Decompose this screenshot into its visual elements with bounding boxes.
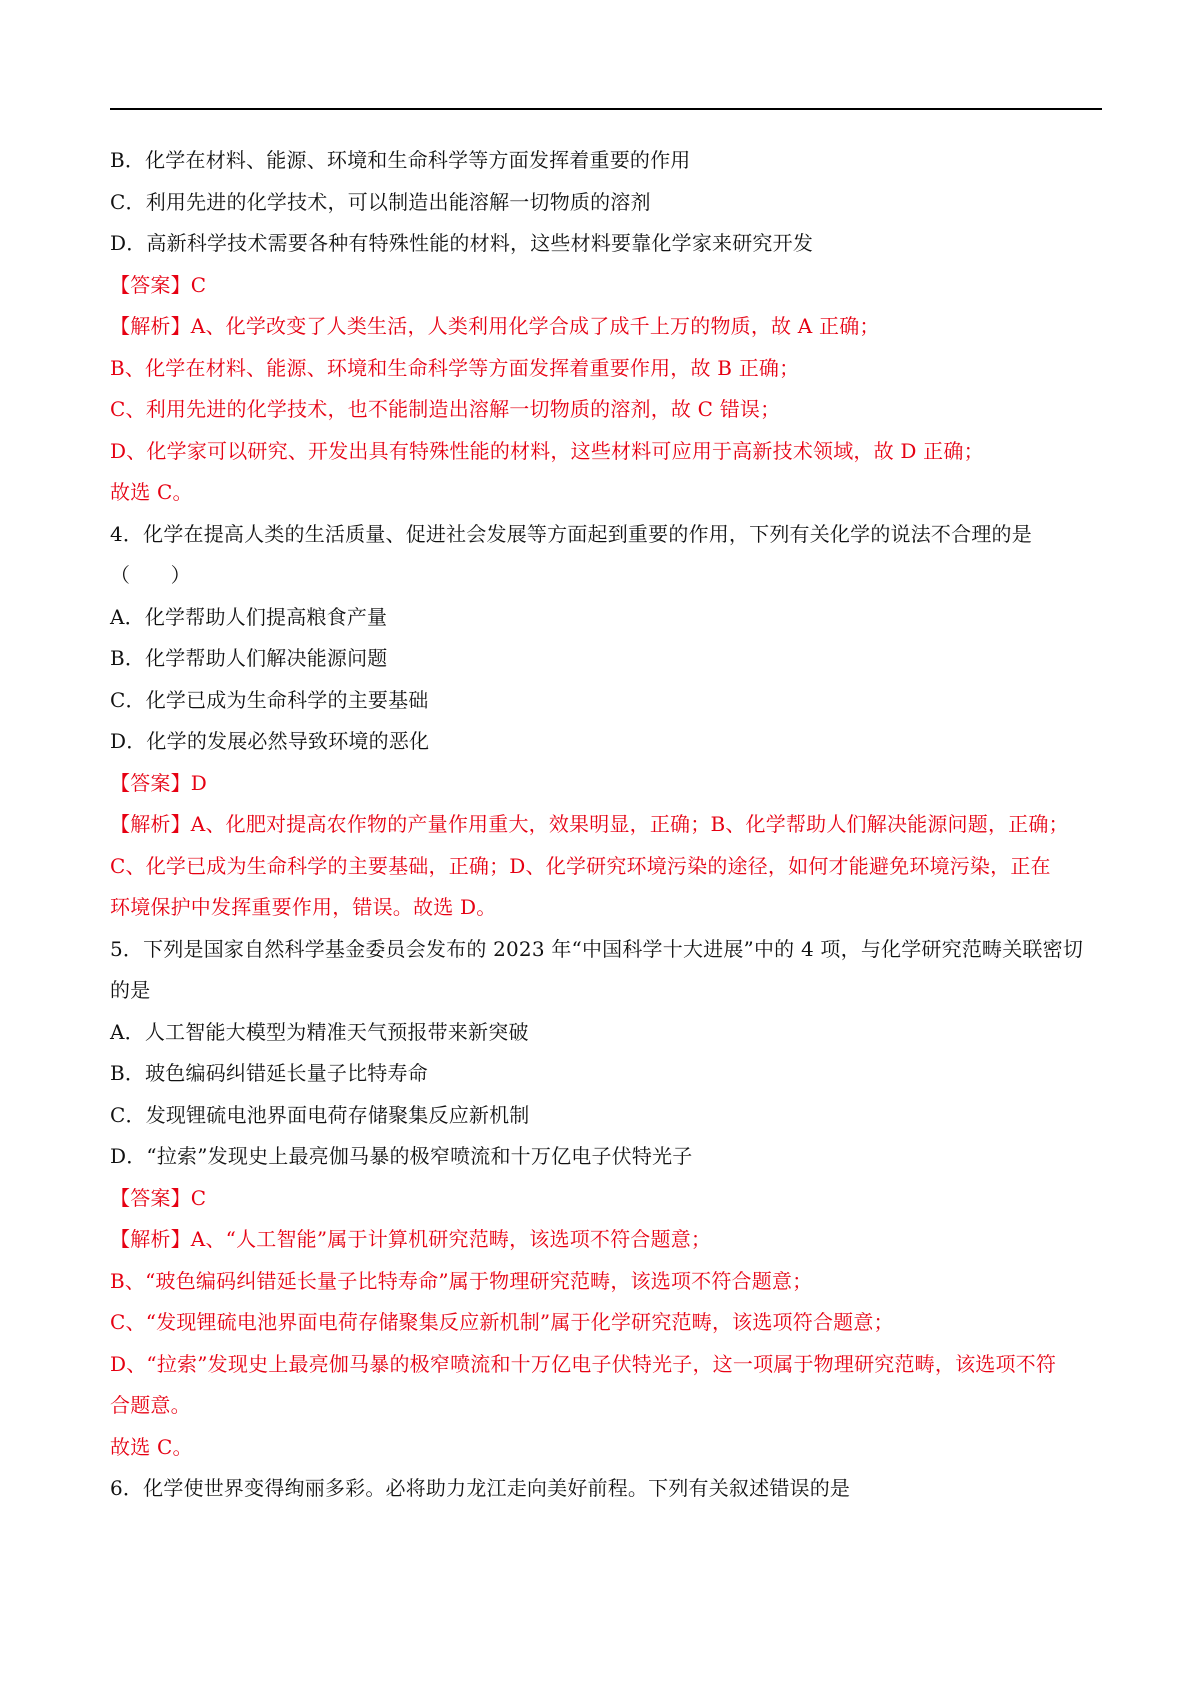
analysis-line: C、利用先进的化学技术，也不能制造出溶解一切物质的溶剂，故 C 错误； [110, 397, 781, 421]
analysis-line: B、化学在材料、能源、环境和生命科学等方面发挥着重要作用，故 B 正确； [110, 355, 800, 380]
analysis-line: D、化学家可以研究、开发出具有特殊性能的材料，这些材料可应用于高新技术领域，故 D 正确； [110, 438, 984, 463]
analysis-line: B、“玻色编码纠错延长量子比特寿命”属于物理研究范畴，该选项不符合题意； [110, 1268, 813, 1293]
option-b: B．化学在材料、能源、环境和生命科学等方面发挥着重要的作用 [110, 148, 691, 172]
option-c: C．利用先进的化学技术，可以制造出能溶解一切物质的溶剂 [110, 189, 651, 214]
header-rule [110, 108, 1102, 110]
option-b: B．玻色编码纠错延长量子比特寿命 [110, 1061, 428, 1085]
analysis-conclusion: 故选 C。 [110, 1434, 193, 1459]
option-c: C．发现锂硫电池界面电荷存储聚集反应新机制 [110, 1102, 530, 1127]
option-d: D．“拉索”发现史上最亮伽马暴的极窄喷流和十万亿电子伏特光子 [110, 1144, 693, 1168]
question-6-stem: 6．化学使世界变得绚丽多彩。必将助力龙江走向美好前程。下列有关叙述错误的是 [110, 1476, 851, 1500]
page-content [110, 140, 1102, 1510]
answer: 【答案】D [110, 770, 208, 795]
analysis-line: 【解析】A、“人工智能”属于计算机研究范畴，该选项不符合题意； [110, 1227, 712, 1251]
analysis-line: 合题意。 [110, 1393, 191, 1417]
question-5-stem-cont: 的是 [110, 978, 151, 1002]
analysis-line: 环境保护中发挥重要作用，错误。故选 D。 [110, 895, 497, 919]
answer: 【答案】C [110, 1185, 207, 1210]
question-4-bracket: （ ） [110, 563, 191, 587]
analysis-line: C、化学已成为生命科学的主要基础，正确；D、化学研究环境污染的途径，如何才能避免环境污染，正在 [110, 853, 1051, 878]
analysis-conclusion: 故选 C。 [110, 480, 193, 504]
option-d: D．化学的发展必然导致环境的恶化 [110, 729, 430, 753]
option-b: B．化学帮助人们解决能源问题 [110, 646, 388, 670]
analysis-line: C、“发现锂硫电池界面电荷存储聚集反应新机制”属于化学研究范畴，该选项符合题意； [110, 1310, 894, 1334]
question-4-stem: 4．化学在提高人类的生活质量、促进社会发展等方面起到重要的作用，下列有关化学的说法不合理的是 [110, 521, 1032, 546]
question-5-stem: 5．下列是国家自然科学基金委员会发布的 2023 年“中国科学十大进展”中的 4 项，与化学研究范畴关联密切 [110, 936, 1084, 961]
option-d: D．高新科学技术需要各种有特殊性能的材料，这些材料要靠化学家来研究开发 [110, 231, 814, 255]
option-a: A．化学帮助人们提高粮食产量 [110, 604, 388, 629]
analysis-line: 【解析】A、化肥对提高农作物的产量作用重大，效果明显，正确；B、化学帮助人们解决能源问题，正确； [110, 812, 1069, 836]
option-a: A．人工智能大模型为精准天气预报带来新突破 [110, 1019, 529, 1044]
analysis-line: D、“拉索”发现史上最亮伽马暴的极窄喷流和十万亿电子伏特光子，这一项属于物理研究范畴，该选项不符 [110, 1351, 1057, 1376]
option-c: C．化学已成为生命科学的主要基础 [110, 687, 429, 712]
analysis-line: 【解析】A、化学改变了人类生活，人类利用化学合成了成千上万的物质，故 A 正确； [110, 314, 880, 338]
answer: 【答案】C [110, 272, 207, 297]
